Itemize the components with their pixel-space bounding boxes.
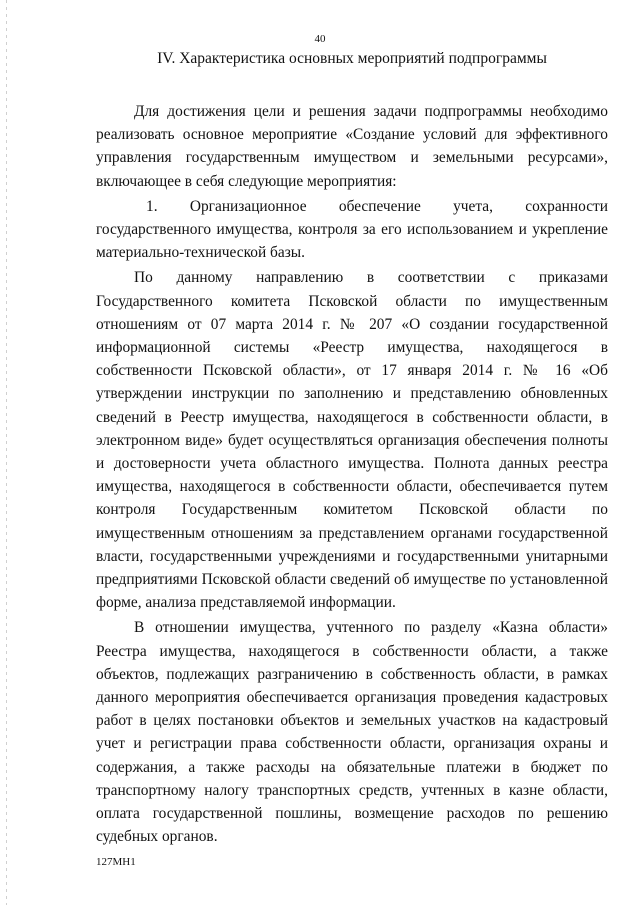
page-number: 40 — [314, 33, 326, 45]
body-text — [96, 100, 608, 851]
paragraph: Для достижения цели и решения задачи подпрограммы необходимо реализовать основное мероприятие «Создание условий для эффективного управления государственным имуществом и земельными ресурсами», включающее в себя следующие мероприятия: — [96, 103, 608, 190]
footer-code: 127МН1 — [96, 856, 136, 868]
scan-edge — [6, 0, 7, 905]
paragraph: В отношении имущества, учтенного по разделу «Казна области» Реестра имущества, находящегося в собственности области, а также объектов, подлежащих разграничению в собственность области, в рамках данного мероприятия обеспечивается организация проведения кадастровых работ в целях постановки объектов и земельных участков на кадастровый учет и регистрации права собственности области, организация охраны и содержания, а также расходы на обязательные платежи в бюджет по транспортному налогу транспортных средств, учтенных в казне области, оплата государственной пошлины, возмещение расходов по решению судебных органов. — [96, 619, 608, 846]
list-item: 1. Организационное обеспечение учета, сохранности государственного имущества, контроля за его использованием и укрепление материально-технической базы. — [96, 197, 608, 262]
section-heading: IV. Характеристика основных мероприятий подпрограммы — [157, 50, 547, 67]
paragraph: По данному направлению в соответствии с приказами Государственного комитета Псковской области по имущественным отношениям от 07 марта 2014 г. № 207 «О создании государственной информационной системы «Реестр имущества, находящегося в собственности Псковской области», от 17 января 2014 г. № 16 «Об утверждении инструкции по заполнению и представлению обновленных сведений в Реестр имущества, находящегося в собственности области, в электронном виде» будет осуществляться организация обеспечения полноты и достоверности учета областного имущества. Полнота данных реестра имущества, находящегося в собственности области, обеспечивается путем контроля Государственным комитетом Псковской области по имущественным отношениям за представлением органами государственной власти, государственными учреждениями и государственными унитарными предприятиями Псковской области сведений об имуществе по установленной форме, анализа представляемой информации. — [96, 269, 608, 612]
